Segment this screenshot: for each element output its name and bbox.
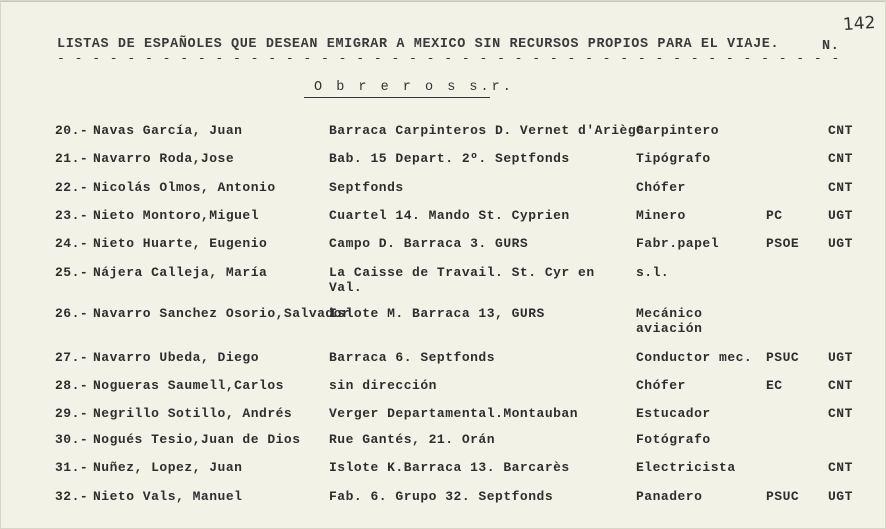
- entry-address: Verger Departamental.Montauban: [329, 406, 579, 421]
- entry-number: 28.-: [55, 378, 89, 393]
- entry-profession: Chófer: [636, 378, 686, 393]
- entry-number: 31.-: [55, 460, 89, 475]
- entry-union: CNT: [828, 406, 853, 421]
- entry-address: Fab. 6. Grupo 32. Septfonds: [329, 489, 554, 504]
- entry-name: Navas García, Juan: [93, 123, 243, 138]
- entry-name: Nieto Vals, Manuel: [93, 489, 243, 504]
- entry-union: CNT: [828, 378, 853, 393]
- entry-name: Nogués Tesio,Juan de Dios: [93, 432, 301, 447]
- entry-name: Navarro Ubeda, Diego: [93, 350, 260, 365]
- entry-profession: Panadero: [636, 489, 703, 504]
- entry-name: Nicolás Olmos, Antonio: [93, 180, 276, 195]
- entry-address: sin dirección: [329, 378, 437, 393]
- entry-profession: Mecánico aviación: [636, 306, 703, 336]
- entry-union: CNT: [828, 151, 853, 166]
- entry-number: 24.-: [55, 236, 89, 251]
- entry-number: 23.-: [55, 208, 89, 223]
- entry-party: PC: [766, 208, 783, 223]
- entry-name: Nogueras Saumell,Carlos: [93, 378, 284, 393]
- entry-name: Navarro Sanchez Osorio,Salvador: [93, 306, 351, 321]
- section-title: O b r e r o s s.r.: [314, 80, 514, 95]
- entry-profession: Minero: [636, 208, 686, 223]
- entry-number: 21.-: [55, 151, 89, 166]
- entry-union: CNT: [828, 180, 853, 195]
- entry-union: UGT: [828, 236, 853, 251]
- entry-union: CNT: [828, 123, 853, 138]
- entry-party: PSUC: [766, 489, 800, 504]
- entry-address: Islote M. Barraca 13, GURS: [329, 306, 545, 321]
- section-underline: [304, 97, 490, 98]
- entry-name: Nuñez, Lopez, Juan: [93, 460, 243, 475]
- entry-profession: Carpintero: [636, 123, 720, 138]
- page-number: 142: [842, 12, 877, 36]
- entry-union: CNT: [828, 460, 853, 475]
- entry-address: Islote K.Barraca 13. Barcarès: [329, 460, 570, 475]
- entry-union: UGT: [828, 489, 853, 504]
- entry-name: Nieto Huarte, Eugenio: [93, 236, 268, 251]
- entry-union: UGT: [828, 350, 853, 365]
- entry-address: Barraca Carpinteros D. Vernet d'Ariège: [329, 123, 645, 138]
- entry-address: Septfonds: [329, 180, 404, 195]
- document-title: LISTAS DE ESPAÑOLES QUE DESEAN EMIGRAR A MEXICO SIN RECURSOS PROPIOS PARA EL VIAJE.: [57, 37, 780, 52]
- entry-name: Navarro Roda,Jose: [93, 151, 235, 166]
- entry-number: 20.-: [55, 123, 89, 138]
- entry-address: Rue Gantés, 21. Orán: [329, 432, 496, 447]
- entry-union: UGT: [828, 208, 853, 223]
- entry-address: Barraca 6. Septfonds: [329, 350, 496, 365]
- entry-address: Campo D. Barraca 3. GURS: [329, 236, 529, 251]
- entry-party: EC: [766, 378, 783, 393]
- entry-profession: Fabr.papel: [636, 236, 720, 251]
- entry-number: 26.-: [55, 306, 89, 321]
- entry-number: 32.-: [55, 489, 89, 504]
- entry-number: 27.-: [55, 350, 89, 365]
- entry-name: Nájera Calleja, María: [93, 265, 268, 280]
- entry-party: PSOE: [766, 236, 800, 251]
- entry-number: 30.-: [55, 432, 89, 447]
- entry-number: 25.-: [55, 265, 89, 280]
- entry-profession: Estucador: [636, 406, 711, 421]
- n-column-label: N.: [822, 39, 840, 54]
- title-dash-rule: - - - - - - - - - - - - - - - - - - - - - - - - - - - - - - - - - - - - - - - - - - - - -: [57, 51, 841, 66]
- entry-profession: Conductor mec.: [636, 350, 753, 365]
- entry-name: Negrillo Sotillo, Andrés: [93, 406, 293, 421]
- entry-profession: Fotógrafo: [636, 432, 711, 447]
- entry-profession: Tipógrafo: [636, 151, 711, 166]
- entry-number: 22.-: [55, 180, 89, 195]
- entry-name: Nieto Montoro,Miguel: [93, 208, 260, 223]
- entry-profession: Electricista: [636, 460, 736, 475]
- entry-number: 29.-: [55, 406, 89, 421]
- entry-profession: Chófer: [636, 180, 686, 195]
- entry-profession: s.l.: [636, 265, 670, 280]
- entry-address: Cuartel 14. Mando St. Cyprien: [329, 208, 570, 223]
- entry-address: Bab. 15 Depart. 2º. Septfonds: [329, 151, 570, 166]
- entry-party: PSUC: [766, 350, 800, 365]
- entry-address: La Caisse de Travail. St. Cyr en Val.: [329, 265, 595, 295]
